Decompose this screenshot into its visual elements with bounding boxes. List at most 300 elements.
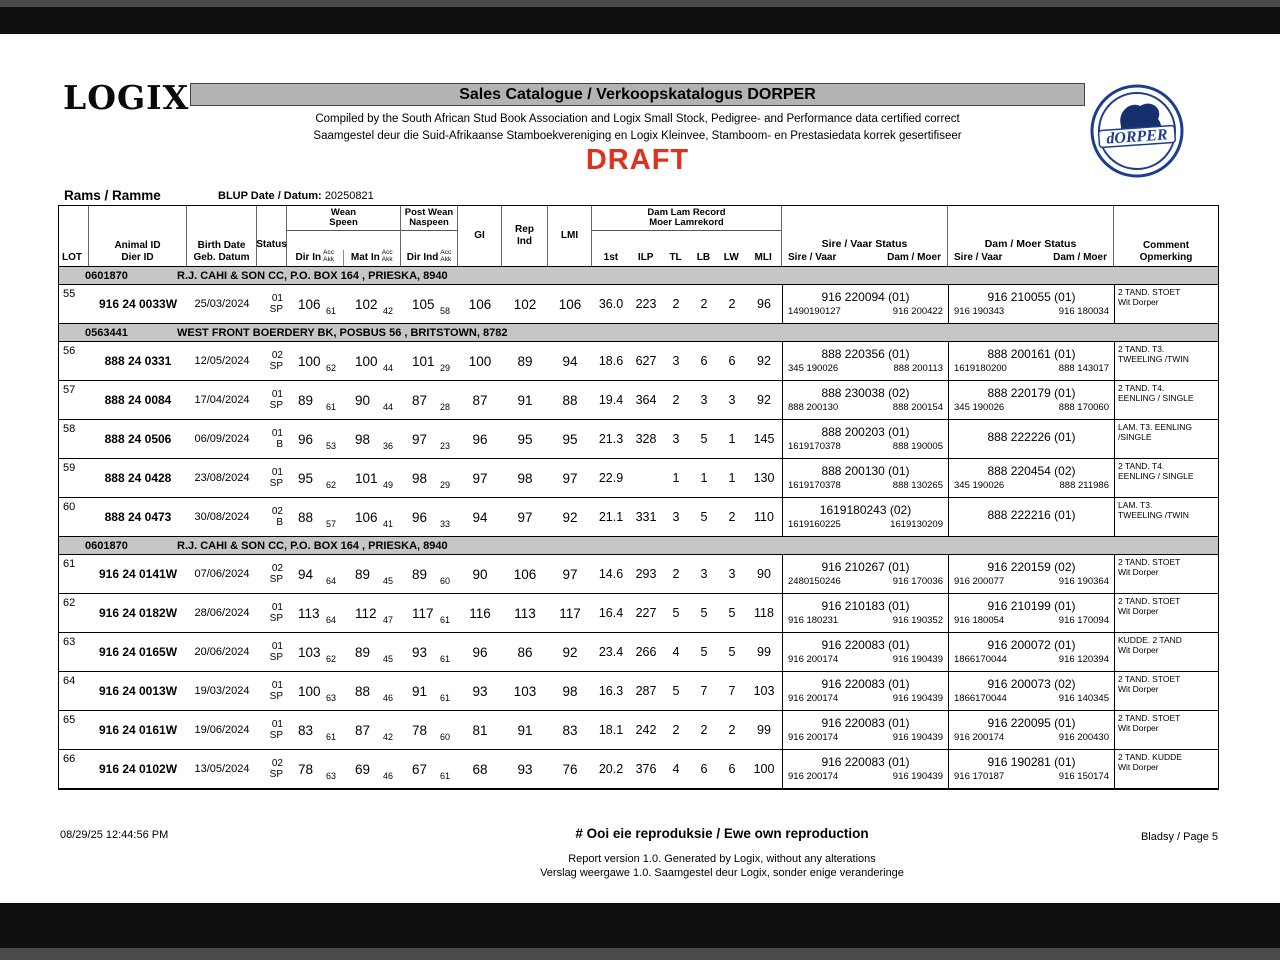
dam-1st-value: 23.4 — [598, 645, 624, 659]
wean-dir-accuracy: 64 — [325, 576, 336, 586]
dam-mli-value: 130 — [753, 471, 775, 485]
sire-vaar-sublabel: Sire / Vaar — [788, 252, 837, 263]
comment-line2: Wit Dorper — [1118, 684, 1159, 694]
dam-status-cell — [948, 555, 1114, 593]
status-cell — [257, 672, 287, 710]
status-age: 02 — [271, 758, 283, 769]
rep-ind-value: 91 — [517, 722, 533, 738]
dam-id: 916 220095 (01) — [987, 716, 1076, 730]
postwean-dir-index: 101 29 — [412, 353, 450, 373]
dam-sire-id: 345 190026 — [954, 480, 1005, 491]
dam-mli-value: 145 — [753, 432, 775, 446]
table-body — [59, 267, 1218, 789]
sire-dam-id: 916 190439 — [892, 732, 943, 743]
ind-label: Ind — [517, 236, 532, 247]
rep-ind-value: 95 — [517, 431, 533, 447]
lot-number: 61 — [63, 558, 76, 570]
col-header-status — [257, 206, 287, 266]
dam-status-cell — [948, 672, 1114, 710]
dam-dam-id: 916 140345 — [1058, 693, 1109, 704]
catalogue-title: Sales Catalogue / Verkoopskatalogus DORPER — [459, 85, 816, 103]
subtitle-afrikaans: Saamgestel deur die Suid-Afrikaanse Stamboekvereniging en Logix Kleinvee, Stamboom- en Prestasiedata korrek gesertifiseer — [313, 130, 962, 142]
dam-moer-sublabel: Dam / Moer — [1053, 252, 1107, 263]
sire-id: 888 230038 (02) — [821, 386, 910, 400]
breeder-group-row — [59, 537, 1218, 555]
col-header-postwean-group — [401, 206, 458, 266]
wean-mat-accuracy: 45 — [382, 576, 393, 586]
dam-1st-value: 20.2 — [598, 762, 624, 776]
wean-mat-index: 89 45 — [355, 644, 393, 664]
animal-id: 888 24 0473 — [104, 510, 172, 524]
dam-id: 888 220454 (02) — [987, 464, 1076, 478]
lmi-value: 117 — [559, 605, 581, 621]
animal-row — [59, 633, 1218, 672]
comment-line1: 2 TAND. STOET — [1118, 287, 1181, 297]
wean-dir-index: 100 63 — [298, 683, 336, 703]
col-header-mli: MLI — [754, 252, 772, 263]
postwean-dir-index: 117 61 — [412, 605, 450, 625]
status-cell — [257, 750, 287, 788]
sire-status-cell — [782, 459, 948, 497]
birth-date: 07/06/2024 — [194, 568, 250, 580]
birth-date: 19/06/2024 — [194, 724, 250, 736]
status-age: 01 — [271, 293, 283, 304]
dam-mli-value: 103 — [753, 684, 775, 698]
dam-lw-value: 5 — [728, 645, 736, 659]
comment-line1: 2 TAND. T4. — [1118, 461, 1165, 471]
sire-sire-id: 888 200130 — [788, 402, 839, 413]
postwean-dir-index: 97 23 — [412, 431, 450, 451]
sire-dam-id: 916 170036 — [892, 576, 943, 587]
animal-row — [59, 672, 1218, 711]
status-cell — [257, 381, 287, 419]
lot-number: 63 — [63, 636, 76, 648]
sire-status-cell — [782, 420, 948, 458]
dam-lw-value: 3 — [728, 393, 736, 407]
sire-sire-id: 1490190127 — [788, 306, 841, 317]
breeder-id: 0601870 — [85, 539, 128, 552]
dam-tl-value: 2 — [672, 393, 680, 407]
sire-sire-id: 345 190026 — [788, 363, 839, 374]
dier-id-label: Dier ID — [121, 252, 154, 263]
dam-sire-id: 916 180054 — [954, 615, 1005, 626]
status-age: 01 — [271, 641, 283, 652]
sire-dam-id: 888 190005 — [892, 441, 943, 452]
birth-date: 19/03/2024 — [194, 685, 250, 697]
sire-dam-id: 916 190352 — [892, 615, 943, 626]
dam-status-cell — [948, 459, 1114, 497]
lmi-value: 98 — [562, 683, 578, 699]
dir-ind-label: Dir Ind — [406, 252, 439, 263]
postwean-accuracy: 58 — [439, 306, 450, 316]
postwean-dir-index: 105 58 — [412, 296, 450, 316]
sire-sire-id: 2480150246 — [788, 576, 841, 587]
rep-ind-value: 91 — [517, 392, 533, 408]
dam-ilp-value: 328 — [635, 432, 657, 446]
comment-line1: 2 TAND. T4. — [1118, 383, 1165, 393]
dam-sire-id: 1619180200 — [954, 363, 1007, 374]
dam-lw-value: 2 — [728, 297, 736, 311]
dam-tl-value: 3 — [672, 354, 680, 368]
lot-label: LOT — [62, 252, 82, 263]
breeder-name: R.J. CAHI & SON CC, P.O. BOX 164 , PRIESKA, 8940 — [177, 269, 448, 282]
animal-row — [59, 594, 1218, 633]
lmi-value: 97 — [562, 566, 578, 582]
lot-number: 55 — [63, 288, 76, 300]
dam-sire-id: 916 170187 — [954, 771, 1005, 782]
dam-id: 888 222226 (01) — [987, 430, 1076, 444]
postwean-dir-index: 93 61 — [412, 644, 450, 664]
dam-tl-value: 2 — [672, 297, 680, 311]
opmerking-label: Opmerking — [1139, 252, 1193, 263]
col-header-tl: TL — [669, 252, 682, 263]
status-age: 01 — [271, 602, 283, 613]
breeder-name: R.J. CAHI & SON CC, P.O. BOX 164 , PRIESKA, 8940 — [177, 539, 448, 552]
postwean-dir-index: 96 33 — [412, 509, 450, 529]
wean-dir-index: 78 63 — [298, 761, 336, 781]
sire-sire-id: 1619170378 — [788, 441, 841, 452]
wean-mat-index: 88 46 — [355, 683, 393, 703]
col-header-rep-ind — [502, 206, 548, 266]
comment-line2: Wit Dorper — [1118, 762, 1159, 772]
sire-id: 888 220356 (01) — [821, 347, 910, 361]
dam-sire-id: 345 190026 — [954, 402, 1005, 413]
birth-date: 20/06/2024 — [194, 646, 250, 658]
dam-lb-value: 3 — [700, 393, 708, 407]
status-cell — [257, 594, 287, 632]
lmi-value: 76 — [562, 761, 578, 777]
comment-cell — [1114, 711, 1218, 749]
wean-dir-index: 95 62 — [298, 470, 336, 490]
status-class: SP — [269, 691, 283, 702]
col-header-lb: LB — [696, 252, 711, 263]
dam-status-cell — [948, 381, 1114, 419]
dam-dam-id: 916 170094 — [1058, 615, 1109, 626]
animal-id: 888 24 0331 — [104, 354, 172, 368]
dam-lw-value: 6 — [728, 762, 736, 776]
subtitle-english: Compiled by the South African Stud Book Association and Logix Small Stock, Pedigree- and Performance data certified correct — [315, 113, 960, 125]
gi-value: 93 — [472, 683, 488, 699]
dam-dam-id: 916 150174 — [1058, 771, 1109, 782]
dam-lb-value: 5 — [700, 432, 708, 446]
dam-id: 888 200161 (01) — [987, 347, 1076, 361]
rep-label: Rep — [515, 224, 534, 235]
col-header-mat-in — [344, 250, 401, 266]
sire-sire-id: 916 180231 — [788, 615, 839, 626]
postwean-accuracy: 29 — [439, 480, 450, 490]
animal-id: 888 24 0506 — [104, 432, 172, 446]
animal-id: 888 24 0084 — [104, 393, 172, 407]
postwean-accuracy: 61 — [439, 693, 450, 703]
dam-lw-value: 1 — [728, 432, 736, 446]
status-class: SP — [269, 574, 283, 585]
rep-ind-value: 89 — [517, 353, 533, 369]
wean-dir-accuracy: 61 — [325, 402, 336, 412]
col-header-lw: LW — [723, 252, 739, 263]
wean-dir-index: 94 64 — [298, 566, 336, 586]
dam-ilp-value: 266 — [635, 645, 657, 659]
animal-row — [59, 711, 1218, 750]
comment-line1: LAM. T3. EENLING — [1118, 422, 1193, 432]
mat-in-label: Mat In — [350, 252, 380, 263]
wean-mat-accuracy: 44 — [382, 363, 393, 373]
geb-datum-label: Geb. Datum — [193, 252, 250, 263]
dam-ilp-value: 223 — [635, 297, 657, 311]
wean-mat-index: 69 46 — [355, 761, 393, 781]
wean-mat-index: 98 36 — [355, 431, 393, 451]
wean-dir-accuracy: 63 — [325, 771, 336, 781]
draft-watermark: DRAFT — [585, 144, 690, 176]
dam-status-cell — [948, 498, 1114, 536]
sire-dam-id: 916 190439 — [892, 654, 943, 665]
comment-cell — [1114, 555, 1218, 593]
dam-1st-value: 18.6 — [598, 354, 624, 368]
lmi-value: 97 — [562, 470, 578, 486]
col-header-dam-status — [948, 206, 1114, 266]
lot-number: 60 — [63, 501, 76, 513]
sire-id: 916 220083 (01) — [821, 716, 910, 730]
sire-id: 916 220094 (01) — [821, 290, 910, 304]
sire-sire-id: 916 200174 — [788, 732, 839, 743]
sire-sire-id: 916 200174 — [788, 693, 839, 704]
dam-1st-value: 22.9 — [598, 471, 624, 485]
sire-id: 916 210267 (01) — [821, 560, 910, 574]
col-header-gi — [458, 206, 502, 266]
dam-lb-value: 5 — [700, 606, 708, 620]
wean-mat-accuracy: 36 — [382, 441, 393, 451]
status-age: 02 — [271, 563, 283, 574]
dam-ilp-value: 331 — [635, 510, 657, 524]
postwean-accuracy: 61 — [439, 771, 450, 781]
status-class: SP — [269, 769, 283, 780]
sire-sire-id: 916 200174 — [788, 654, 839, 665]
lot-number: 66 — [63, 753, 76, 765]
status-class: SP — [269, 478, 283, 489]
postwean-dir-index: 78 60 — [412, 722, 450, 742]
animal-id: 916 24 0182W — [98, 606, 178, 620]
col-header-birth-date — [187, 206, 257, 266]
wean-dir-index: 83 61 — [298, 722, 336, 742]
breeder-id: 0563441 — [85, 326, 128, 339]
dam-status-title: Dam / Moer Status — [984, 238, 1077, 250]
lot-number: 64 — [63, 675, 76, 687]
comment-line2: Wit Dorper — [1118, 645, 1159, 655]
wean-group-box — [287, 206, 400, 231]
sire-status-cell — [782, 633, 948, 671]
status-cell — [257, 498, 287, 536]
blup-date — [218, 190, 374, 202]
dam-tl-value: 3 — [672, 510, 680, 524]
breeder-group-row — [59, 324, 1218, 342]
col-header-1st: 1st — [603, 252, 619, 263]
status-cell — [257, 342, 287, 380]
dam-ilp-value — [630, 459, 662, 497]
sire-dam-id: 888 200154 — [892, 402, 943, 413]
col-header-comment — [1114, 206, 1218, 266]
wean-dir-accuracy: 57 — [325, 519, 336, 529]
sire-status-cell — [782, 555, 948, 593]
status-cell — [257, 711, 287, 749]
rep-ind-value: 102 — [513, 296, 537, 312]
animal-row — [59, 381, 1218, 420]
dam-lw-value: 5 — [728, 606, 736, 620]
gi-value: 87 — [472, 392, 488, 408]
dam-sire-id: 916 200077 — [954, 576, 1005, 587]
lmi-value: 83 — [562, 722, 578, 738]
wean-mat-index: 90 44 — [355, 392, 393, 412]
dam-mli-value: 110 — [754, 510, 774, 524]
dam-ilp-value: 242 — [635, 723, 657, 737]
sire-status-cell — [782, 750, 948, 788]
dam-dam-id: 916 180034 — [1058, 306, 1109, 317]
dam-ilp-value: 627 — [635, 354, 657, 368]
dam-moer-sublabel: Dam / Moer — [887, 252, 941, 263]
rep-ind-value: 97 — [517, 509, 533, 525]
col-header-sire-status — [782, 206, 948, 266]
gi-value: 90 — [472, 566, 488, 582]
wean-mat-accuracy: 49 — [382, 480, 393, 490]
col-header-dir-in — [287, 250, 344, 266]
animal-id: 916 24 0165W — [98, 645, 178, 659]
sire-status-cell — [782, 285, 948, 323]
wean-dir-index: 100 62 — [298, 353, 336, 373]
report-version-afrikaans: Verslag weergawe 1.0. Saamgestel deur Logix, sonder enige veranderinge — [540, 866, 904, 879]
dam-status-cell — [948, 633, 1114, 671]
viewer-bottom-bar — [0, 903, 1280, 948]
akk-label: Akk — [381, 255, 393, 263]
lmi-value: 92 — [562, 509, 578, 525]
status-class: SP — [269, 361, 283, 372]
animal-row — [59, 498, 1218, 537]
animal-row — [59, 342, 1218, 381]
dam-id: 888 220179 (01) — [987, 386, 1076, 400]
wean-dir-accuracy: 62 — [325, 363, 336, 373]
sire-status-cell — [782, 342, 948, 380]
dam-mli-value: 96 — [757, 297, 771, 311]
dam-ilp-value: 227 — [635, 606, 657, 620]
blup-date-value: 20250821 — [324, 190, 374, 202]
gi-value: 116 — [469, 605, 491, 621]
dam-dam-id: 916 200430 — [1058, 732, 1109, 743]
postwean-accuracy: 28 — [439, 402, 450, 412]
footer-note: # Ooi eie reproduksie / Ewe own reproduction — [575, 826, 869, 841]
wean-mat-accuracy: 46 — [382, 771, 393, 781]
sire-id: 916 220083 (01) — [821, 677, 910, 691]
birth-date: 30/08/2024 — [194, 511, 250, 523]
dam-status-cell — [948, 285, 1114, 323]
wean-dir-accuracy: 63 — [325, 693, 336, 703]
sire-dam-id: 916 200422 — [892, 306, 943, 317]
birth-date: 23/08/2024 — [194, 472, 250, 484]
status-cell — [257, 420, 287, 458]
comment-line2: TWEELING /TWIN — [1118, 354, 1189, 364]
sire-id: 916 210183 (01) — [821, 599, 910, 613]
col-header-wean-group — [287, 206, 401, 266]
dam-lb-value: 6 — [700, 762, 708, 776]
dam-status-cell — [948, 342, 1114, 380]
status-class: SP — [269, 400, 283, 411]
wean-mat-accuracy: 45 — [382, 654, 393, 664]
comment-line2: Wit Dorper — [1118, 723, 1159, 733]
sire-id: 1619180243 (02) — [819, 503, 912, 517]
sire-vaar-sublabel: Sire / Vaar — [954, 252, 1003, 263]
gi-value: 96 — [472, 644, 488, 660]
gi-value: 96 — [472, 431, 488, 447]
dorper-logo-graphic — [1090, 84, 1184, 178]
animal-row — [59, 459, 1218, 498]
wean-dir-accuracy: 61 — [325, 732, 336, 742]
wean-dir-accuracy: 62 — [325, 480, 336, 490]
status-cell — [257, 459, 287, 497]
comment-line1: 2 TAND. STOET — [1118, 674, 1181, 684]
gi-value: 97 — [472, 470, 488, 486]
lot-number: 62 — [63, 597, 76, 609]
comment-line1: 2 TAND. STOET — [1118, 713, 1181, 723]
section-title-rams: Rams / Ramme — [64, 188, 161, 203]
comment-line2: Wit Dorper — [1118, 567, 1159, 577]
postwean-group-box — [401, 206, 457, 231]
dam-lw-value: 3 — [728, 567, 736, 581]
animal-id: 916 24 0013W — [98, 684, 178, 698]
dam-id: 916 210055 (01) — [987, 290, 1076, 304]
wean-mat-accuracy: 41 — [382, 519, 393, 529]
wean-mat-accuracy: 44 — [382, 402, 393, 412]
postwean-dir-index: 91 61 — [412, 683, 450, 703]
dam-1st-value: 14.6 — [598, 567, 624, 581]
status-class: SP — [269, 730, 283, 741]
dam-sire-id: 916 190343 — [954, 306, 1005, 317]
dam-1st-value: 21.3 — [598, 432, 624, 446]
dam-lb-value: 6 — [700, 354, 708, 368]
dam-id: 916 190281 (01) — [987, 755, 1076, 769]
status-class: B — [276, 517, 283, 528]
postwean-accuracy: 61 — [439, 654, 450, 664]
sire-status-title: Sire / Vaar Status — [821, 238, 908, 250]
comment-cell — [1114, 285, 1218, 323]
birth-date: 28/06/2024 — [194, 607, 250, 619]
dam-lw-value: 6 — [728, 354, 736, 368]
report-version — [140, 853, 1280, 880]
gi-value: 94 — [472, 509, 488, 525]
status-cell — [257, 285, 287, 323]
wean-dir-accuracy: 64 — [325, 615, 336, 625]
dam-status-cell — [948, 594, 1114, 632]
status-class: SP — [269, 652, 283, 663]
wean-dir-index: 106 61 — [298, 296, 336, 316]
lot-number: 59 — [63, 462, 76, 474]
comment-cell — [1114, 342, 1218, 380]
gi-value: 81 — [472, 722, 488, 738]
dam-tl-value: 3 — [672, 432, 680, 446]
status-class: B — [276, 439, 283, 450]
print-timestamp: 08/29/25 12:44:56 PM — [60, 829, 169, 841]
dam-tl-value: 2 — [672, 567, 680, 581]
blup-date-label: BLUP Date / Datum: — [218, 190, 322, 202]
rep-ind-value: 93 — [517, 761, 533, 777]
akk-label: Akk — [440, 255, 452, 263]
birth-date-label: Birth Date — [197, 240, 246, 251]
birth-date: 12/05/2024 — [194, 355, 250, 367]
dam-lb-value: 7 — [700, 684, 708, 698]
dam-mli-value: 118 — [754, 606, 774, 620]
dam-mli-value: 100 — [753, 762, 775, 776]
comment-line1: 2 TAND. T3. — [1118, 344, 1165, 354]
dam-lb-value: 3 — [700, 567, 708, 581]
comment-cell — [1114, 633, 1218, 671]
rep-ind-value: 103 — [513, 683, 537, 699]
wean-dir-accuracy: 53 — [325, 441, 336, 451]
dorper-badge-text: dORPER — [1105, 126, 1169, 148]
